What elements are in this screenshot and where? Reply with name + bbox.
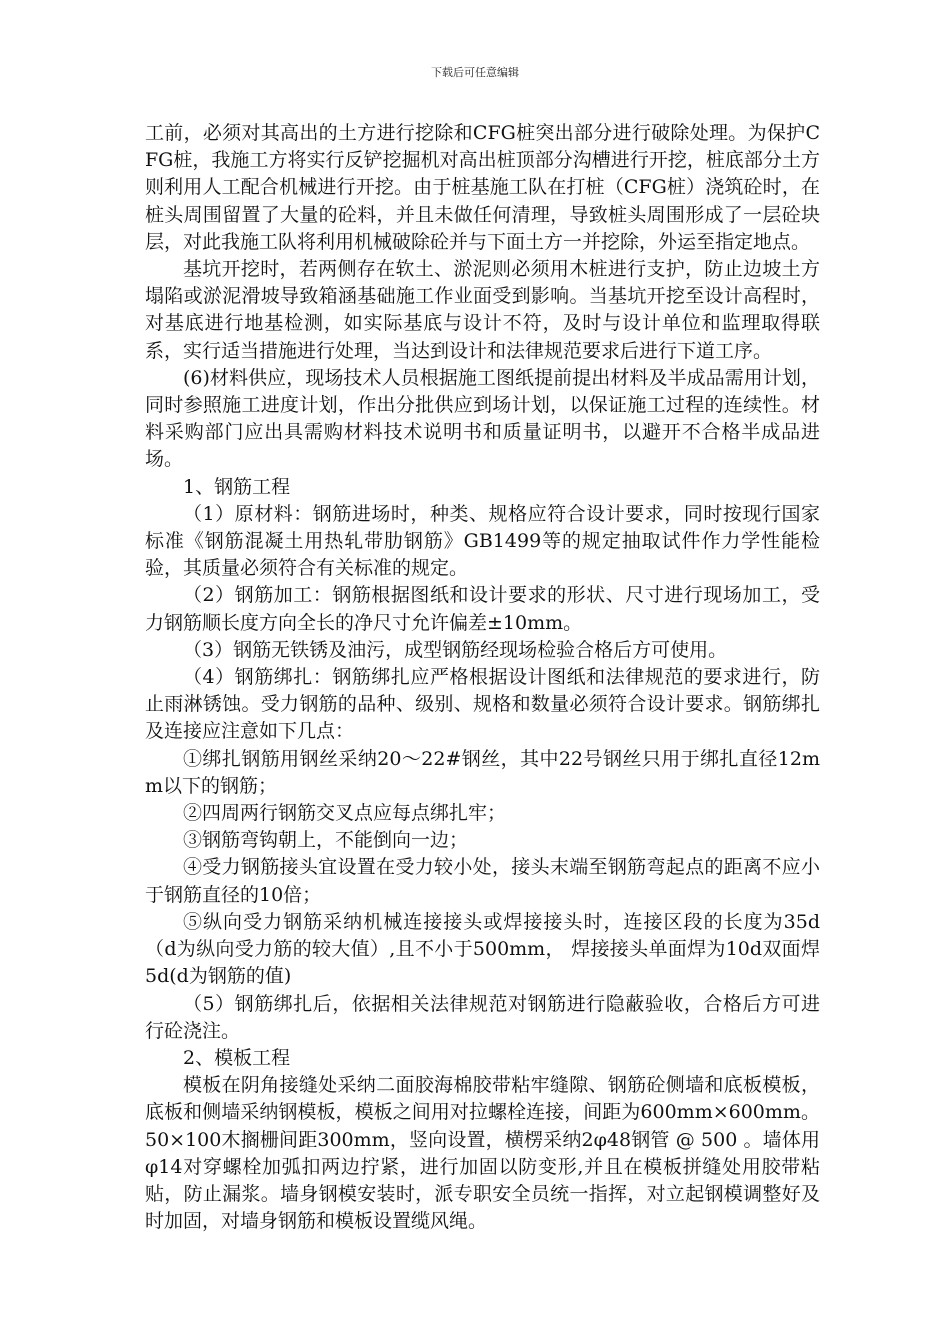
page-header: 下载后可任意编辑	[431, 66, 519, 79]
list-item: ③钢筋弯钩朝上，不能倒向一边；	[183, 829, 469, 852]
section-heading: 2、模板工程	[183, 1046, 291, 1069]
list-item: ②四周两行钢筋交叉点应每点绑扎牢；	[183, 802, 507, 825]
section-heading: 1、钢筋工程	[183, 475, 291, 498]
paragraph: （3）钢筋无铁锈及油污，成型钢筋经现场检验合格后方可使用。	[183, 638, 728, 661]
paragraph: 工前，必须对其高出的土方进行挖除和CFG桩突出部分进行破除处理。为保护CFG桩，我施工方将实行反铲挖掘机对高出桩顶部分沟槽进行开挖，桩底部分土方则利用人工配合机械进行开挖。由于桩基施工队在打桩（CFG桩）浇筑砼时，在桩头周围留置了大量的砼料，并且未做任何清理，导致桩头周围形成了一层砼块层，对此我施工队将利用机械破除砼并与下面土方一并挖除，外运至指定地点。	[145, 122, 820, 253]
list-item: ④受力钢筋接头宜设置在受力较小处，接头末端至钢筋弯起点的距离不应小于钢筋直径的10倍；	[145, 856, 820, 906]
paragraph: （2）钢筋加工：钢筋根据图纸和设计要求的形状、尺寸进行现场加工，受力钢筋顺长度方向全长的净尺寸允许偏差±10mm。	[145, 584, 820, 634]
paragraph: (6)材料供应，现场技术人员根据施工图纸提前提出材料及半成品需用计划，同时参照施工进度计划，作出分批供应到场计划，以保证施工过程的连续性。材料采购部门应出具需购材料技术说明书和质量证明书，以避开不合格半成品进场。	[145, 366, 820, 471]
document-body	[145, 120, 820, 1235]
paragraph: 模板在阴角接缝处采纳二面胶海棉胶带粘牢缝隙、钢筋砼侧墙和底板模板，底板和侧墙采纳钢模板，模板之间用对拉螺栓连接，间距为600mm×600mm。50×100木搁栅间距300mm，竖向设置，横楞采纳2φ48钢管 @ 500 。墙体用 φ14对穿螺栓加弧扣两边拧紧，进行加固以防变形,并且在模板拼缝处用胶带粘贴，防止漏浆。墙身钢模安装时，派专职安全员统一指挥，对立起钢模调整好及时加固，对墙身钢筋和模板设置缆风绳。	[145, 1074, 820, 1233]
paragraph: （4）钢筋绑扎：钢筋绑扎应严格根据设计图纸和法律规范的要求进行，防止雨淋锈蚀。受力钢筋的品种、级别、规格和数量必须符合设计要求。钢筋绑扎及连接应注意如下几点：	[145, 666, 820, 743]
paragraph: （1）原材料：钢筋进场时，种类、规格应符合设计要求，同时按现行国家标准《钢筋混凝土用热轧带肋钢筋》GB1499等的规定抽取试件作力学性能检验，其质量必须符合有关标准的规定。	[145, 502, 820, 580]
list-item: ⑤纵向受力钢筋采纳机械连接接头或焊接接头时，连接区段的长度为35d（d为纵向受力筋的较大值）,且不小于500mm， 焊接接头单面焊为10d双面焊5d(d为钢筋的值)	[145, 910, 820, 988]
paragraph: （5）钢筋绑扎后，依据相关法律规范对钢筋进行隐蔽验收，合格后方可进行砼浇注。	[145, 992, 820, 1042]
list-item: ①绑扎钢筋用钢丝采纳20～22#钢丝，其中22号钢丝只用于绑扎直径12mm以下的钢筋；	[145, 747, 820, 797]
paragraph: 基坑开挖时，若两侧存在软土、淤泥则必须用木桩进行支护，防止边坡土方塌陷或淤泥滑坡导致箱涵基础施工作业面受到影响。当基坑开挖至设计高程时，对基底进行地基检测，如实际基底与设计不符，及时与设计单位和监理取得联系，实行适当措施进行处理，当达到设计和法律规范要求后进行下道工序。	[145, 258, 820, 362]
